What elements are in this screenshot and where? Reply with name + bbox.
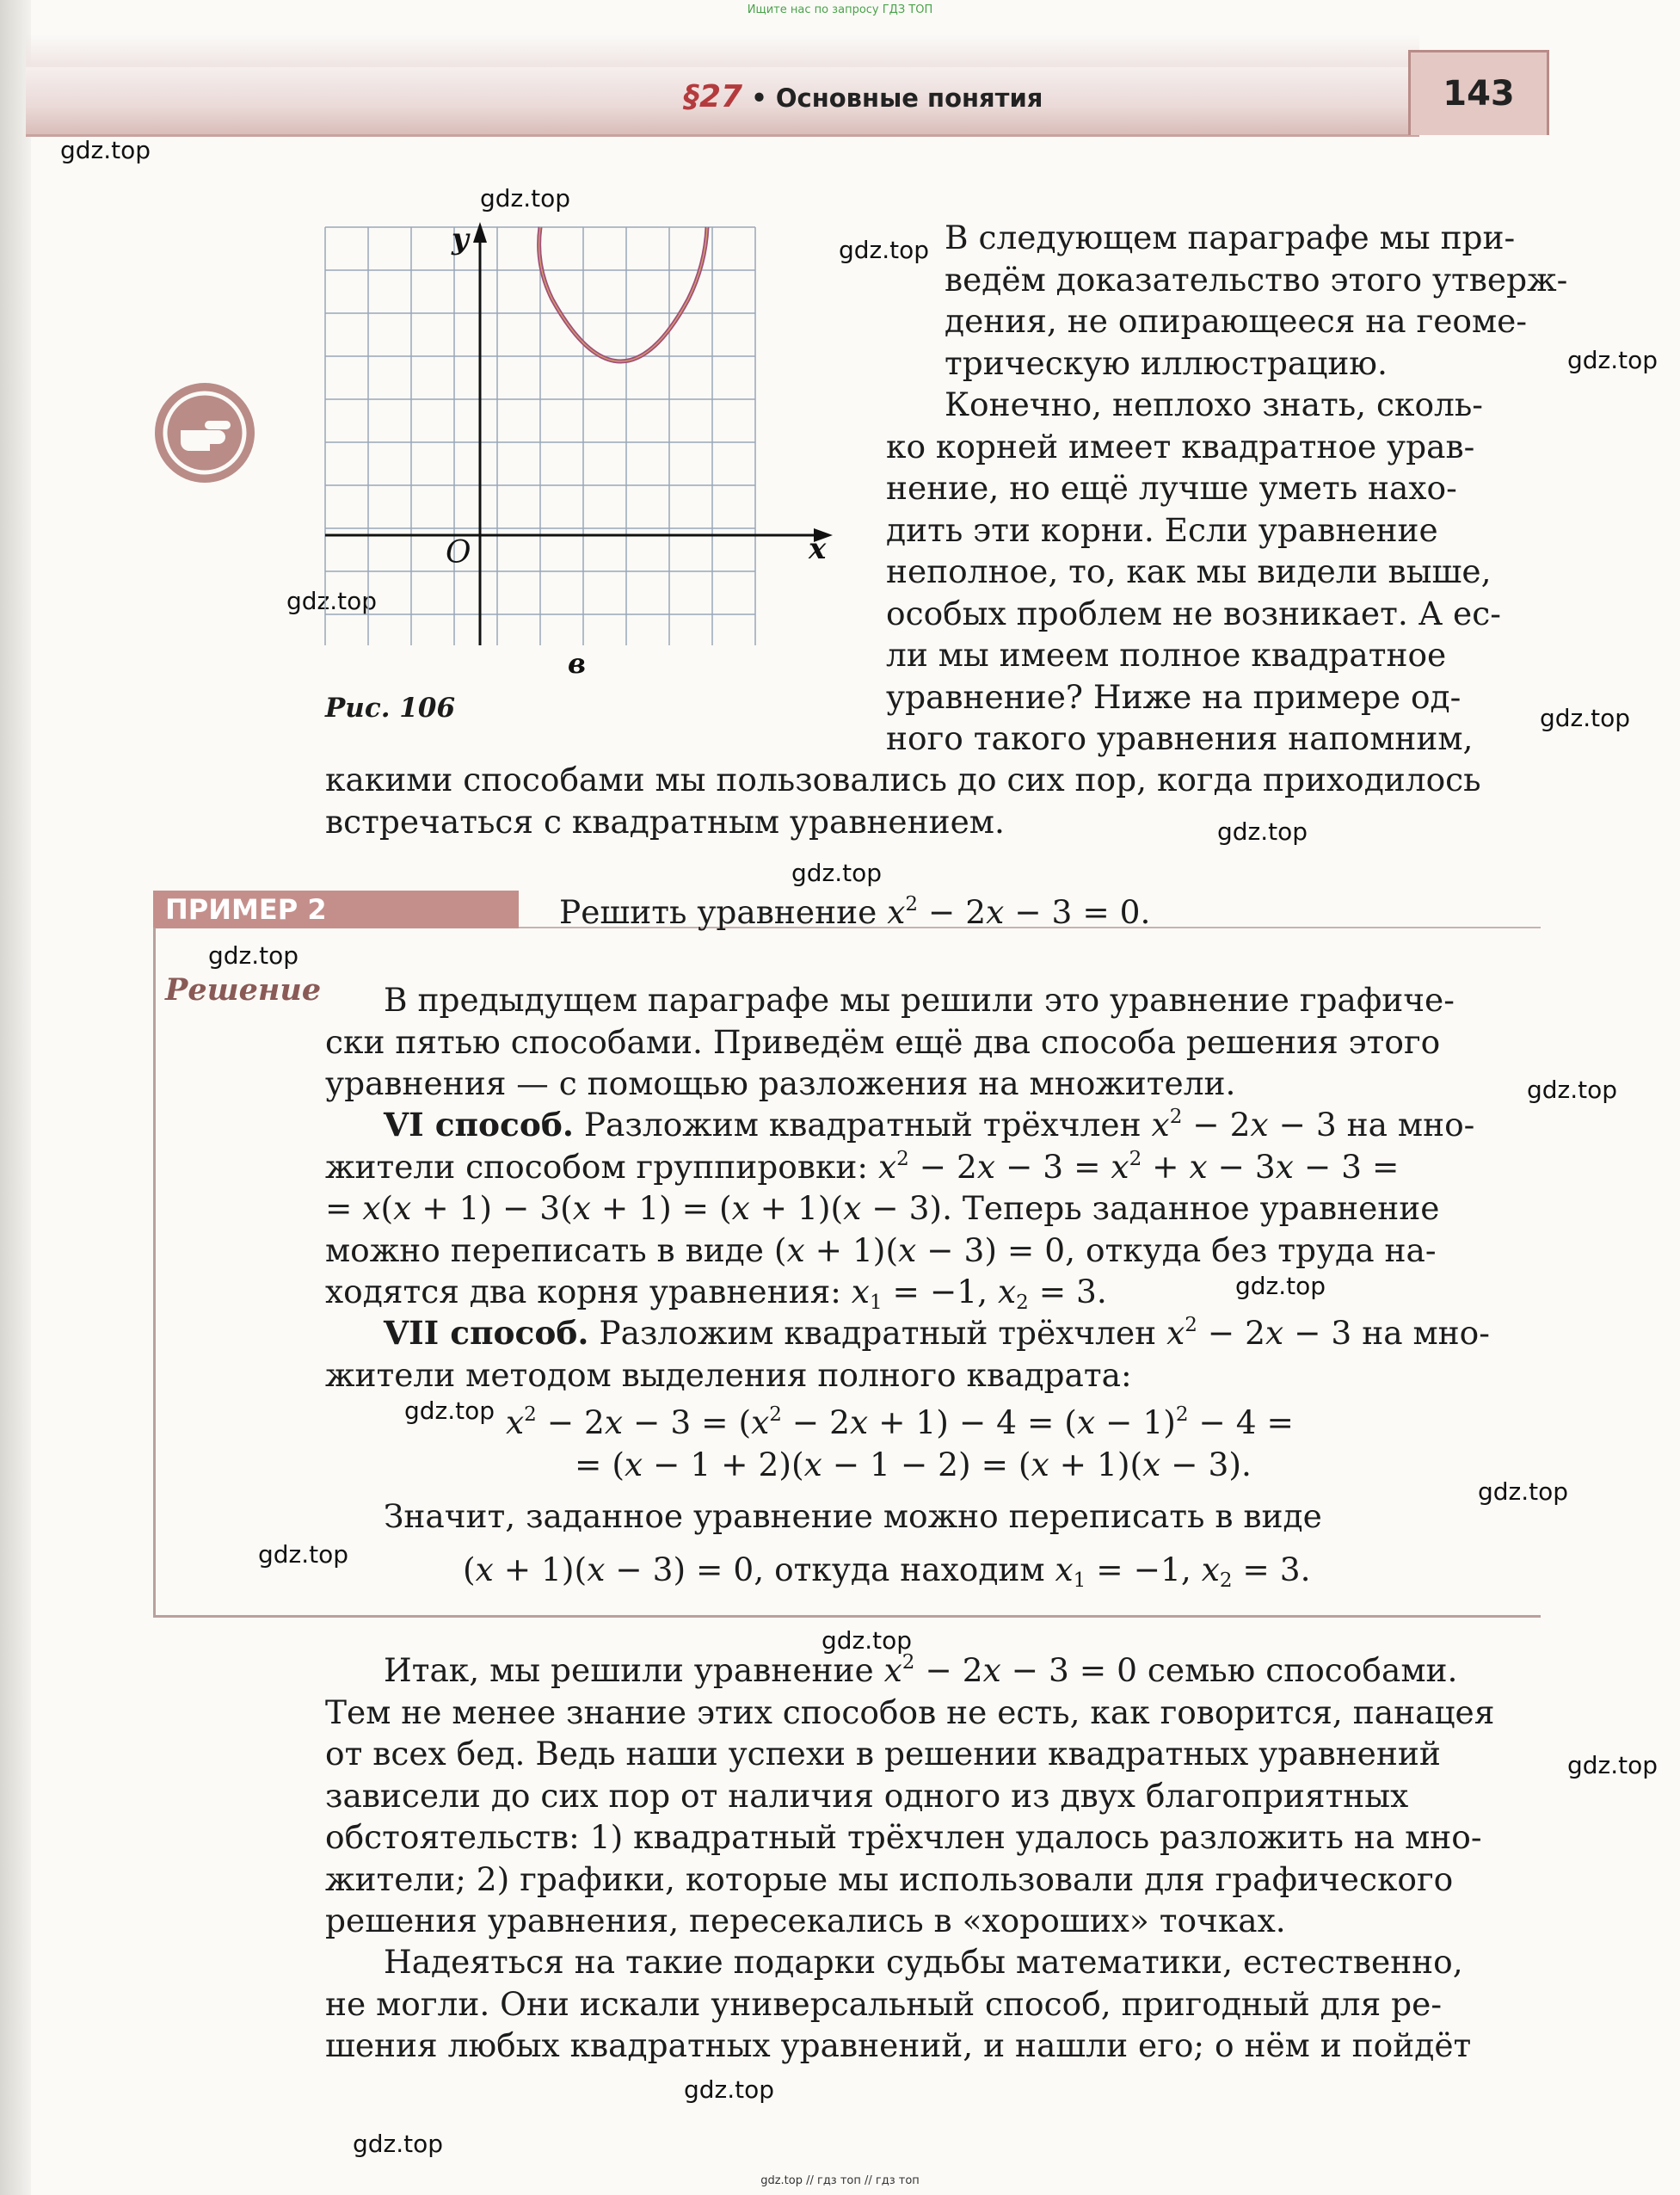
text-fragment: семью способами. bbox=[1147, 1651, 1458, 1689]
text-line: решения уравнения, пересекались в «хороших» точках. bbox=[325, 1902, 1286, 1939]
text-line: уравнения — с помощью разложения на множители. bbox=[325, 1064, 1236, 1102]
text-line: можно переписать в виде (x + 1)(x − 3) = 0, откуда без труда на- bbox=[325, 1230, 1437, 1269]
intro-paragraph-2 bbox=[886, 384, 1541, 760]
text-line: ли мы имеем полное квадратное bbox=[886, 636, 1447, 674]
text-line: ко корней имеет квадратное урав- bbox=[886, 427, 1475, 466]
text-line: особых проблем не возникает. А ес- bbox=[886, 594, 1501, 632]
hand-pointer-icon bbox=[155, 383, 255, 483]
header-bullet: • bbox=[751, 83, 767, 113]
text-line: ски пятью способами. Приведём ещё два способа решения этого bbox=[325, 1022, 1441, 1061]
text-line: от всех бед. Ведь наши успехи в решении квадратных уравнений bbox=[325, 1735, 1441, 1773]
text-fragment: Итак, мы решили уравнение bbox=[384, 1651, 874, 1689]
way-7-paragraph bbox=[325, 1312, 1541, 1396]
text-fragment: ходятся два корня уравнения: bbox=[325, 1273, 841, 1310]
solution-intro bbox=[325, 979, 1541, 1105]
page-edge-shadow bbox=[0, 0, 31, 2195]
watermark: gdz.top bbox=[1540, 704, 1631, 732]
header-ornament bbox=[26, 34, 1419, 67]
intro-paragraph-2-continued bbox=[325, 759, 1541, 842]
watermark: gdz.top bbox=[791, 859, 883, 887]
text-line: В следующем параграфе мы при- bbox=[945, 219, 1516, 256]
text-line: В предыдущем параграфе мы решили это уравнение графиче- bbox=[384, 981, 1455, 1019]
example-task: Решить уравнение $x^2 - 2x - 3 = 0$. bbox=[559, 893, 1151, 931]
way-6-paragraph bbox=[325, 1104, 1541, 1313]
text-line: = x(x + 1) − 3(x + 1) = (x + 1)(x − 3). Теперь заданное уравнение bbox=[325, 1189, 1440, 1227]
text-line: ведём доказательство этого утверж- bbox=[945, 260, 1568, 299]
section-title: Основные понятия bbox=[775, 83, 1043, 113]
text-line: Конечно, неплохо знать, сколь- bbox=[945, 385, 1483, 423]
text-line: дить эти корни. Если уравнение bbox=[886, 510, 1438, 549]
text-fragment: откуда без труда на- bbox=[1085, 1230, 1437, 1269]
text-line: Тем не менее знание этих способов не есть, как говорится, панацея bbox=[325, 1692, 1495, 1731]
section-number: §27 bbox=[684, 79, 743, 114]
watermark: gdz.top bbox=[1217, 817, 1308, 846]
solution-label: Решение bbox=[165, 972, 322, 1008]
text-line: какими способами мы пользовались до сих пор, когда приходилось bbox=[325, 761, 1481, 798]
watermark: gdz.top bbox=[839, 236, 930, 264]
formula-line: $x^2 - 2x - 3 = (x^2 - 2x + 1) - 4 = (x - 1)^2 - 4$ = bbox=[506, 1403, 1294, 1441]
text-line: уравнение? Ниже на примере од- bbox=[886, 677, 1462, 716]
text-line: VI способ. Разложим квадратный трёхчлен $x^2 - 2x - 3$ на мно- bbox=[384, 1106, 1475, 1144]
figure-letter-label: в bbox=[568, 647, 587, 680]
example-label: ПРИМЕР 2 bbox=[153, 891, 519, 928]
watermark: gdz.top bbox=[822, 1626, 913, 1655]
y-axis-label: y bbox=[452, 222, 469, 256]
text-fragment: откуда находим bbox=[774, 1551, 1045, 1588]
watermark: gdz.top bbox=[1235, 1272, 1326, 1300]
way-6-title: VI способ. bbox=[384, 1106, 574, 1144]
text-line: Надеяться на такие подарки судьбы математики, естественно, bbox=[384, 1943, 1463, 1981]
completing-square-formula bbox=[506, 1402, 1294, 1485]
watermark: gdz.top bbox=[1567, 346, 1658, 374]
watermark: gdz.top bbox=[684, 2075, 775, 2104]
text-line: дения, не опирающееся на геоме- bbox=[945, 302, 1527, 340]
text-fragment: Разложим квадратный трёхчлен bbox=[583, 1106, 1142, 1144]
text-line: встречаться с квадратным уравнением. bbox=[325, 802, 1005, 841]
watermark: gdz.top bbox=[353, 2130, 444, 2158]
page-number: 143 bbox=[1408, 50, 1549, 135]
text-fragment: Теперь заданное уравнение bbox=[962, 1189, 1440, 1227]
task-text: Решить уравнение bbox=[559, 893, 877, 931]
text-line: ходятся два корня уравнения: $x_1 = -1$, $x_2 = 3$. bbox=[325, 1273, 1107, 1314]
text-line: обстоятельств: 1) квадратный трёхчлен удалось разложить на мно- bbox=[325, 1818, 1482, 1856]
text-fragment: жители способом группировки: bbox=[325, 1147, 869, 1186]
text-fragment: на мно- bbox=[1362, 1314, 1490, 1352]
text-line: не могли. Они искали универсальный способ, пригодный для ре- bbox=[325, 1984, 1443, 2023]
text-line: жители способом группировки: $x^2 - 2x - 3 = x^2 + x - 3x - 3$ = bbox=[325, 1147, 1400, 1186]
section-header bbox=[684, 79, 1043, 114]
intro-paragraph-1 bbox=[945, 217, 1568, 384]
text-line: жители методом выделения полного квадрата: bbox=[325, 1355, 1132, 1394]
text-line: жители; 2) графики, которые мы использовали для графического bbox=[325, 1859, 1454, 1898]
text-line: трическую иллюстрацию. bbox=[945, 343, 1388, 382]
watermark: gdz.top bbox=[60, 136, 151, 164]
text-fragment: можно переписать в виде bbox=[325, 1230, 764, 1269]
watermark: gdz.top bbox=[258, 1540, 349, 1569]
text-line: VII способ. Разложим квадратный трёхчлен $x^2 - 2x - 3$ на мно- bbox=[384, 1314, 1490, 1352]
footer-credit: gdz.top // гдз топ // гдз топ bbox=[760, 2174, 920, 2187]
text-fragment: Разложим квадратный трёхчлен bbox=[599, 1314, 1157, 1352]
watermark: gdz.top bbox=[1567, 1751, 1658, 1779]
watermark: gdz.top bbox=[286, 587, 378, 615]
way-7-title: VII способ. bbox=[384, 1314, 589, 1352]
text-line: неполное, то, как мы видели выше, bbox=[886, 552, 1492, 590]
closing-paragraph-2 bbox=[325, 1941, 1541, 2067]
watermark: gdz.top bbox=[404, 1397, 495, 1425]
top-search-hint: Ищите нас по запросу ГДЗ ТОП bbox=[747, 3, 933, 16]
watermark: gdz.top bbox=[1478, 1477, 1569, 1506]
x-axis-label: x bbox=[809, 532, 827, 566]
text-line: зависели до сих пор от наличия одного из двух благоприятных bbox=[325, 1776, 1409, 1815]
origin-label: O bbox=[446, 535, 471, 570]
watermark: gdz.top bbox=[1527, 1076, 1618, 1104]
text-line: шения любых квадратных уравнений, и нашли его; о нём и пойдёт bbox=[325, 2026, 1472, 2064]
final-equation: (x + 1)(x − 3) = 0, откуда находим $x_1 = -1$, $x_2 = 3$. bbox=[463, 1551, 1311, 1592]
text-line: Итак, мы решили уравнение $x^2 - 2x - 3 = 0$ семью способами. bbox=[384, 1651, 1458, 1689]
conclusion-line: Значит, заданное уравнение можно переписать в виде bbox=[384, 1497, 1322, 1535]
parabola-figure bbox=[318, 215, 834, 680]
formula-line: = (x − 1 + 2)(x − 1 − 2) = (x + 1)(x − 3). bbox=[575, 1445, 1252, 1483]
text-line: ного такого уравнения напомним, bbox=[886, 719, 1474, 757]
figure-caption: Рис. 106 bbox=[325, 693, 456, 724]
closing-paragraph-1 bbox=[325, 1649, 1541, 1942]
watermark: gdz.top bbox=[480, 184, 571, 213]
watermark: gdz.top bbox=[208, 941, 299, 970]
text-fragment: на мно- bbox=[1346, 1106, 1475, 1144]
text-line: нение, но ещё лучше уметь нахо- bbox=[886, 469, 1457, 507]
